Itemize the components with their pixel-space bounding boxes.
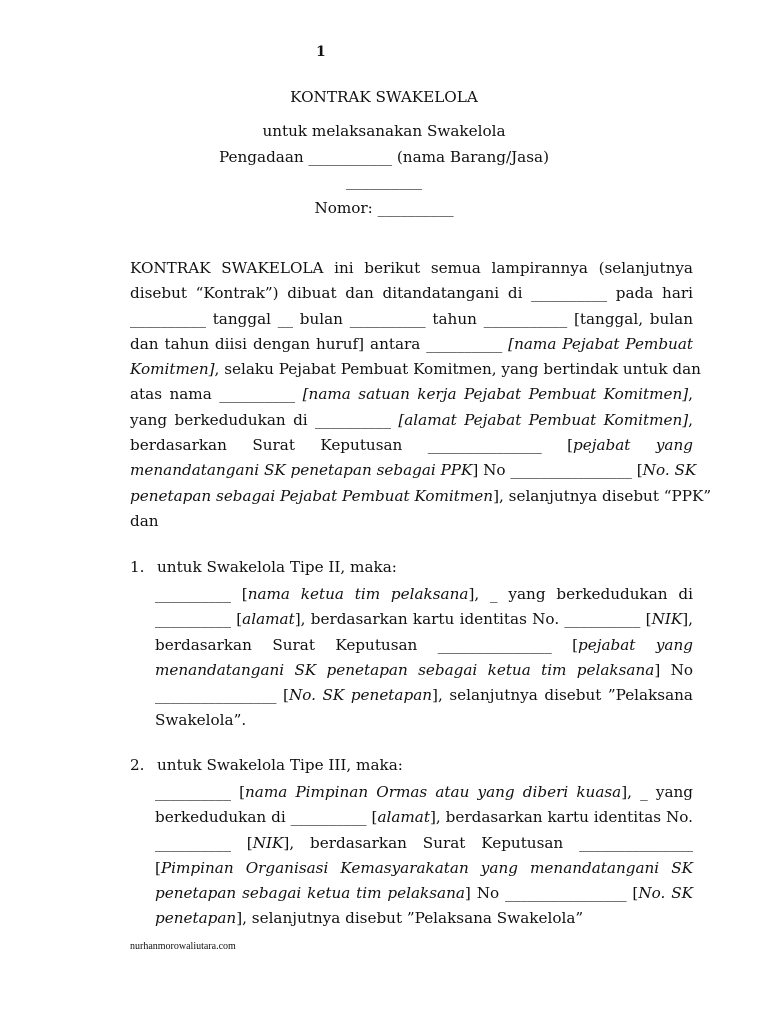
list-line: ________________ [No. SK penetapan], selanjutnya disebut ”Pelaksana	[155, 686, 693, 705]
intro-paragraph	[130, 256, 712, 534]
list-heading: untuk Swakelola Tipe III, maka:	[157, 756, 403, 774]
intro-line: yang berkedudukan di __________ [alamat Pejabat Pembuat Komitmen],	[130, 410, 693, 429]
intro-line: berdasarkan Surat Keputusan _______________ [pejabat yang	[130, 436, 693, 455]
list-line: __________ [nama Pimpinan Ormas atau yang diberi kuasa], _ yang	[155, 783, 694, 801]
intro-line: dan	[130, 511, 159, 530]
list-body	[155, 582, 693, 734]
list-line: Swakelola”.	[155, 711, 247, 730]
footer-url: nurhanmorowaliutara.com	[130, 941, 236, 952]
list-line: __________ [nama ketua tim pelaksana], _ yang berkedudukan di	[155, 585, 693, 603]
list-line: __________ [NIK], berdasarkan Surat Keputusan _______________	[155, 833, 693, 852]
subtitle-procurement: Pengadaan ___________ (nama Barang/Jasa)	[219, 148, 549, 166]
intro-line: atas nama __________ [nama satuan kerja Pejabat Pembuat Komitmen],	[130, 385, 693, 404]
list-line: berdasarkan Surat Keputusan _______________ [pejabat yang	[155, 635, 693, 654]
subtitle-purpose: untuk melaksanakan Swakelola	[262, 122, 506, 140]
intro-line: KONTRAK SWAKELOLA ini berikut semua lampirannya (selanjutnya	[130, 259, 693, 277]
intro-line: Komitmen], selaku Pejabat Pembuat Komitmen, yang bertindak untuk dan	[130, 360, 701, 379]
intro-line: penetapan sebagai Pejabat Pembuat Komitmen], selanjutnya disebut “PPK”	[130, 486, 712, 505]
list-line: penetapan], selanjutnya disebut ”Pelaksana Swakelola”	[155, 909, 584, 928]
list-line: menandatangani SK penetapan sebagai ketua tim pelaksana] No	[155, 660, 694, 679]
list-line: penetapan sebagai ketua tim pelaksana] No ________________ [No. SK	[155, 884, 693, 903]
list-number: 1.	[130, 558, 145, 576]
list-body	[155, 780, 693, 932]
intro-line: dan tahun diisi dengan huruf] antara __________ [nama Pejabat Pembuat	[130, 334, 693, 353]
page-number: 1	[316, 44, 326, 60]
list-line: [Pimpinan Organisasi Kemasyarakatan yang menandatangani SK	[155, 858, 693, 877]
subtitle-blank: __________	[346, 172, 422, 190]
intro-line: __________ tanggal __ bulan __________ tahun ___________ [tanggal, bulan	[130, 309, 693, 328]
document-title: KONTRAK SWAKELOLA	[290, 88, 478, 106]
intro-line: menandatangani SK penetapan sebagai PPK] No ________________ [No. SK	[130, 461, 697, 480]
list-line: __________ [alamat], berdasarkan kartu identitas No. __________ [NIK],	[155, 610, 693, 629]
intro-line: disebut “Kontrak”) dibuat dan ditandatangani di __________ pada hari	[130, 284, 693, 303]
contract-number: Nomor: __________	[314, 199, 454, 217]
list-number: 2.	[130, 756, 145, 774]
list-line: berkedudukan di __________ [alamat], berdasarkan kartu identitas No.	[155, 808, 693, 827]
list-heading: untuk Swakelola Tipe II, maka:	[157, 558, 397, 576]
